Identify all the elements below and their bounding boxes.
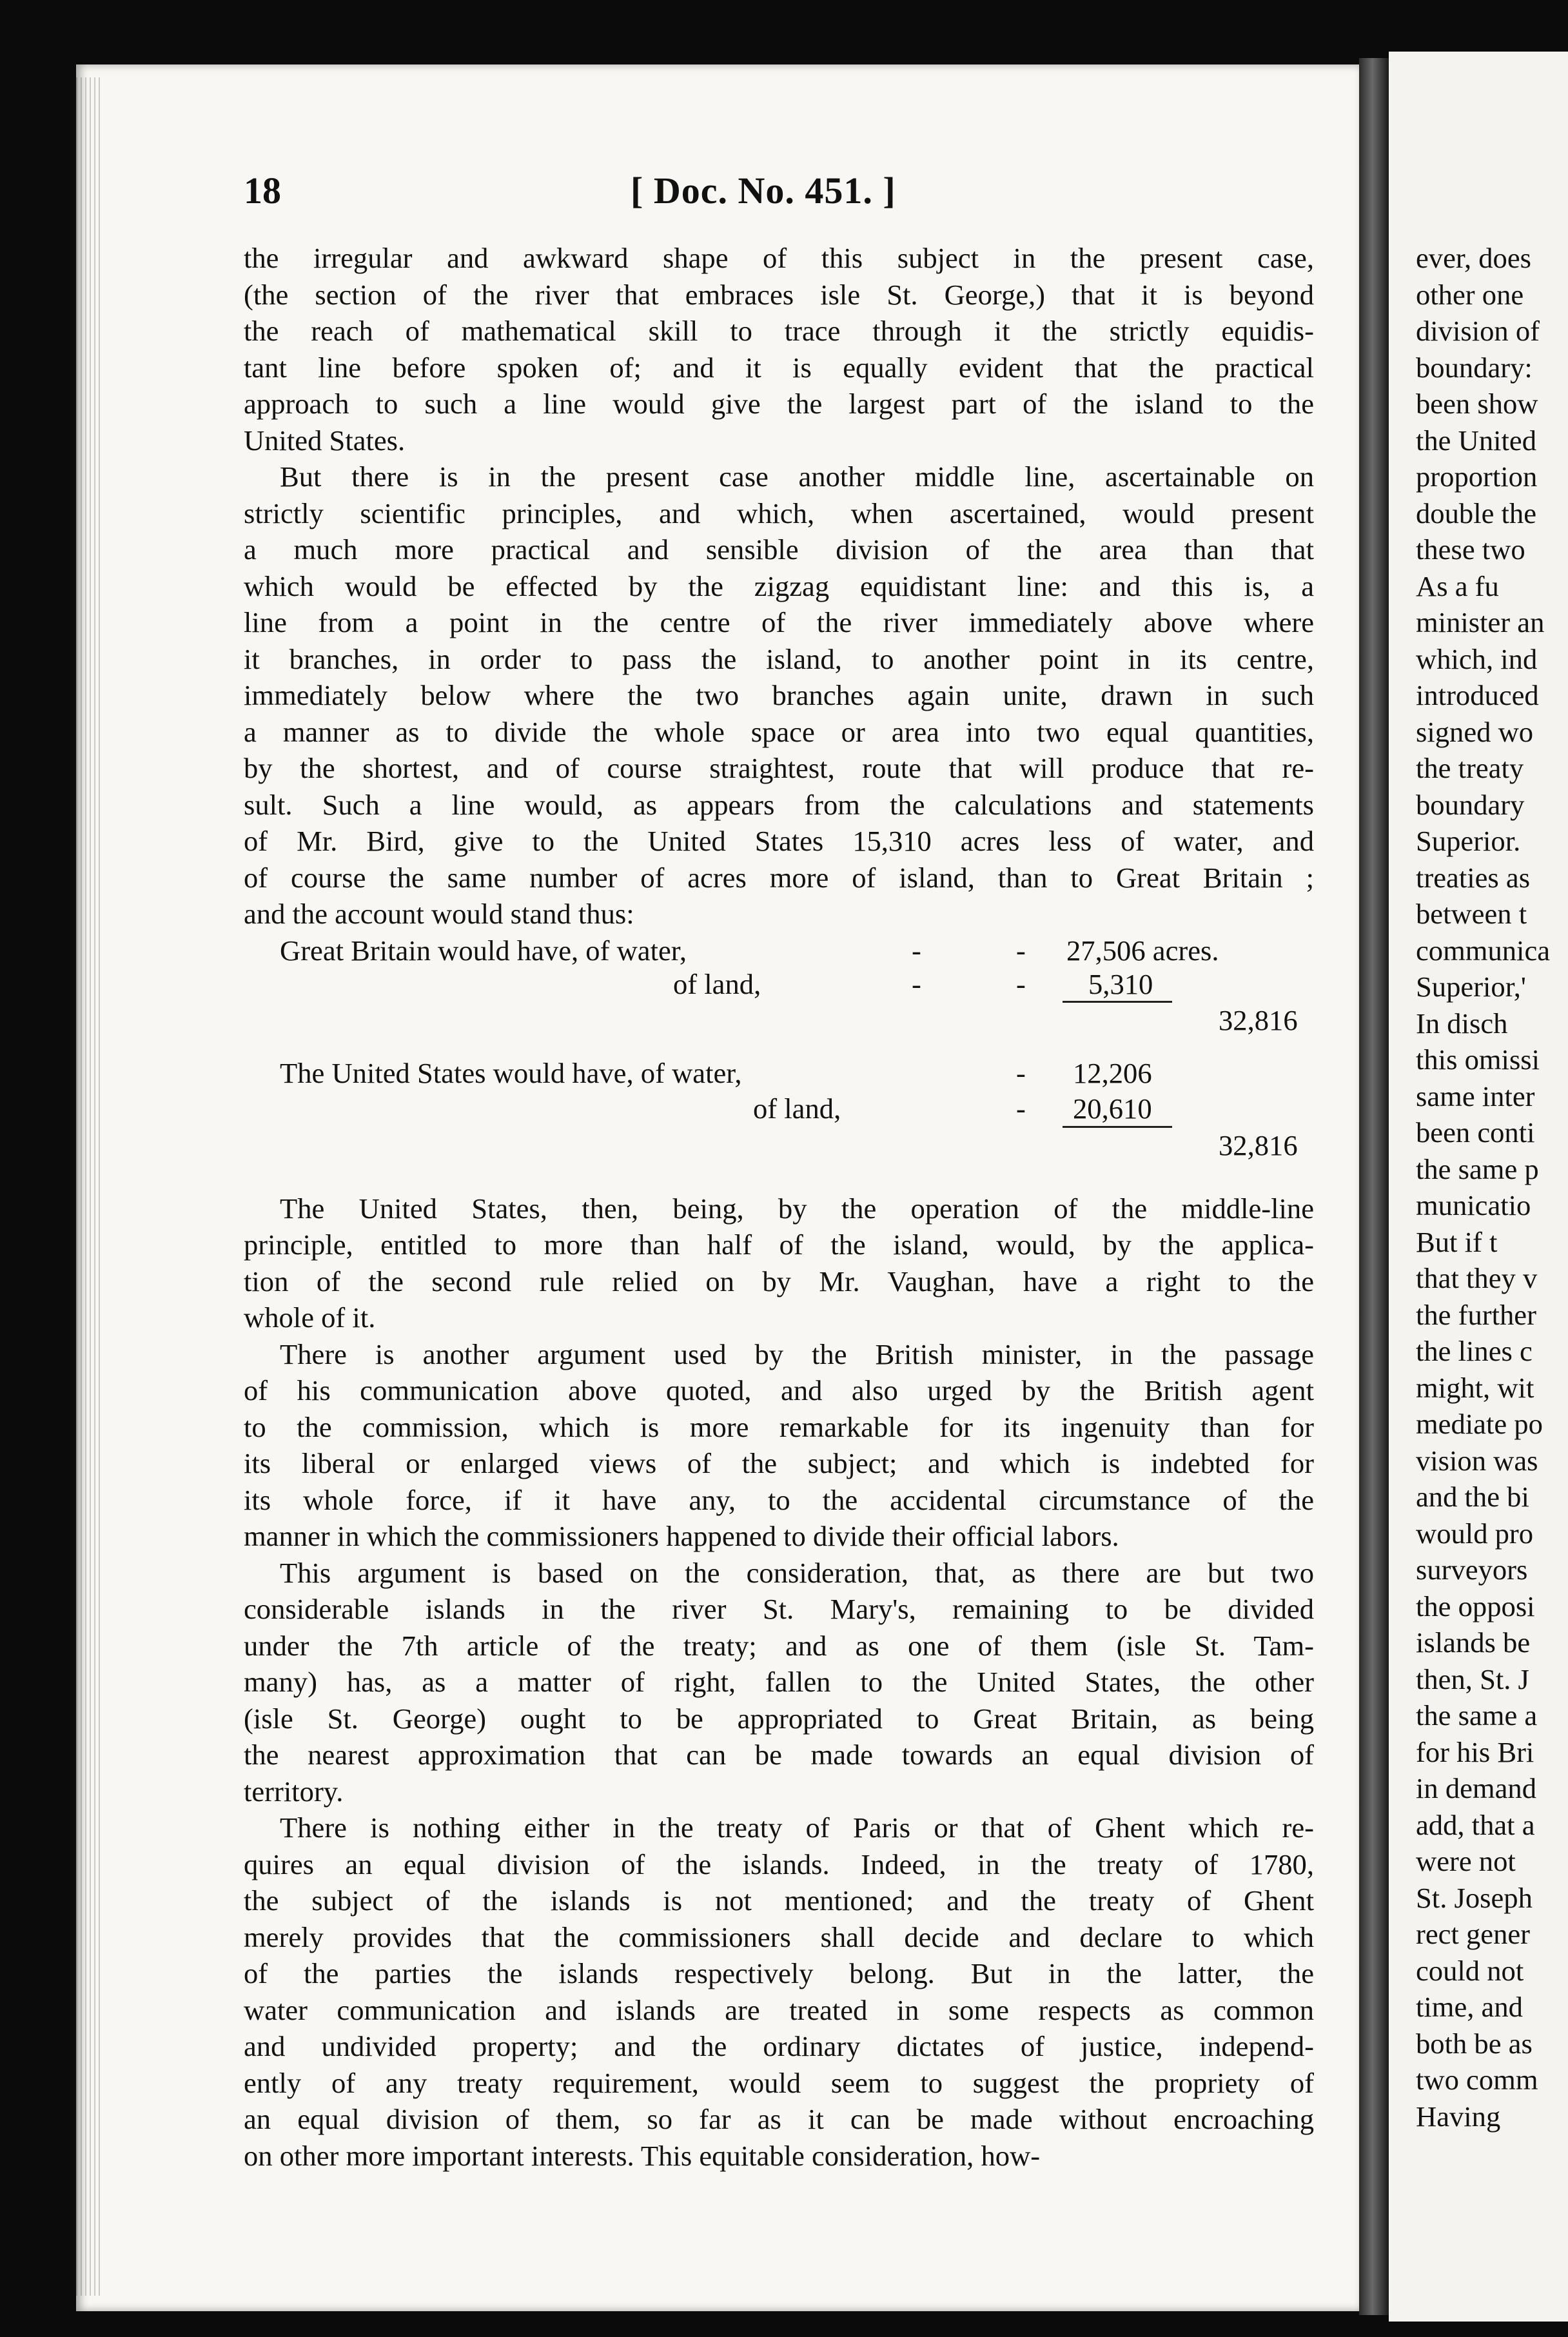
facing-page-line: surveyors [1416, 1553, 1528, 1586]
page-header [244, 169, 1340, 221]
text-line: quires an equal division of the islands. Indeed, in the treaty of 1780, [244, 1848, 1314, 1880]
text-line: whole of it. [244, 1301, 376, 1334]
text-line: its liberal or enlarged views of the subject; and which is indebted for [244, 1447, 1314, 1479]
dash: - [912, 934, 921, 967]
us-water-value: 12,206 [1073, 1056, 1152, 1089]
text-line: territory. [244, 1775, 344, 1808]
text-line: and the account would stand thus: [244, 898, 634, 930]
text-line: of Mr. Bird, give to the United States 15,310 acres less of water, and [244, 825, 1314, 857]
facing-page-line: the United [1416, 424, 1536, 457]
facing-page-line: Superior. [1416, 825, 1521, 857]
text-line: an equal division of them, so far as it can be made without encroaching [244, 2103, 1314, 2135]
facing-page-line: boundary [1416, 788, 1525, 821]
text-line: under the 7th article of the treaty; and as one of them (isle St. Tam- [244, 1629, 1314, 1662]
facing-page-line: But if t [1416, 1225, 1498, 1258]
dash: - [912, 967, 921, 1000]
page-edge-shading [76, 77, 102, 2296]
text-line: approach to such a line would give the largest part of the island to the [244, 388, 1314, 420]
text-line: There is nothing either in the treaty of Paris or that of Ghent which re- [280, 1811, 1314, 1844]
facing-page-line: ever, does [1416, 242, 1531, 274]
facing-page-line: proportion [1416, 460, 1538, 493]
facing-page-line: introduced [1416, 679, 1539, 711]
facing-page-line: were not [1416, 1845, 1516, 1877]
text-line: the nearest approximation that can be made towards an equal division of [244, 1739, 1314, 1771]
facing-page-line: and the bi [1416, 1481, 1529, 1513]
facing-page-line: communica [1416, 934, 1551, 967]
us-land-value: 20,610 [1073, 1092, 1152, 1125]
page-number: 18 [244, 170, 281, 212]
gb-water-label: Great Britain would have, of water, [280, 934, 687, 967]
text-line: tant line before spoken of; and it is equally evident that the practical [244, 351, 1314, 384]
gb-total: 32,816 [1219, 1003, 1298, 1036]
text-line: of his communication above quoted, and also urged by the British agent [244, 1374, 1314, 1406]
facing-page-line: could not [1416, 1954, 1524, 1987]
facing-page-line: islands be [1416, 1626, 1531, 1659]
facing-page-line: the same a [1416, 1699, 1538, 1731]
text-line: many) has, as a matter of right, fallen to the United States, the other [244, 1666, 1314, 1698]
text-line: sult. Such a line would, as appears from the calculations and statements [244, 788, 1314, 821]
sum-rule [1063, 1001, 1172, 1003]
facing-page-line: municatio [1416, 1189, 1531, 1221]
main-text-column [244, 240, 1314, 2174]
sum-rule [1063, 1126, 1172, 1128]
gb-land-value: 5,310 [1088, 967, 1153, 1000]
text-line: which would be effected by the zigzag equidistant line: and this is, a [244, 569, 1314, 602]
facing-page-line: in demand [1416, 1772, 1536, 1804]
facing-page-line: been show [1416, 388, 1538, 420]
facing-page-line: time, and [1416, 1991, 1523, 2023]
text-line: and undivided property; and the ordinary dictates of justice, independ- [244, 2030, 1314, 2062]
facing-page-line: Superior,' [1416, 971, 1526, 1003]
facing-page-line: would pro [1416, 1517, 1534, 1550]
facing-page-line: the same p [1416, 1152, 1539, 1185]
facing-page-line: division of [1416, 315, 1540, 347]
text-line: (the section of the river that embraces isle St. George,) that it is beyond [244, 278, 1314, 311]
text-line: on other more important interests. This equitable consideration, how- [244, 2139, 1041, 2172]
paragraphs-after-table [244, 1190, 1314, 2174]
gb-land-label: of land, [673, 967, 761, 1000]
facing-page-line: add, that a [1416, 1808, 1535, 1841]
text-line: the reach of mathematical skill to trace through it the strictly equidis- [244, 315, 1314, 347]
us-water-label: The United States would have, of water, [280, 1056, 742, 1089]
text-line: of the parties the islands respectively belong. But in the latter, the [244, 1957, 1314, 1989]
facing-page-text [1416, 240, 1568, 2135]
facing-page-line: both be as [1416, 2027, 1533, 2060]
book-gutter [1359, 58, 1389, 2315]
text-line: line from a point in the centre of the river immediately above where [244, 606, 1314, 638]
us-land-label: of land, [753, 1092, 841, 1125]
facing-page-line: two comm [1416, 2064, 1538, 2096]
text-line: considerable islands in the river St. Mary's, remaining to be divided [244, 1593, 1314, 1625]
text-line: to the commission, which is more remarkable for its ingenuity than for [244, 1410, 1314, 1443]
facing-page-line: the opposi [1416, 1590, 1535, 1622]
facing-page-line: might, wit [1416, 1371, 1534, 1404]
text-line: it branches, in order to pass the island, to another point in its centre, [244, 642, 1314, 675]
text-line: (isle St. George) ought to be appropriated to Great Britain, as being [244, 1702, 1314, 1735]
facing-page-line: boundary: [1416, 351, 1533, 384]
facing-page-line: vision was [1416, 1444, 1538, 1477]
us-total: 32,816 [1219, 1129, 1298, 1161]
text-line: principle, entitled to more than half of the island, would, by the applica- [244, 1228, 1314, 1261]
text-line: ently of any treaty requirement, would seem to suggest the propriety of [244, 2066, 1314, 2099]
dash: - [1016, 967, 1026, 1000]
text-line: of course the same number of acres more of island, than to Great Britain ; [244, 861, 1314, 894]
dash: - [1016, 1056, 1026, 1089]
facing-page-line: these two [1416, 533, 1525, 566]
facing-page-line: Having [1416, 2100, 1501, 2133]
text-line: merely provides that the commissioners shall decide and declare to which [244, 1920, 1314, 1953]
text-line: United States. [244, 424, 406, 457]
facing-page-line: signed wo [1416, 715, 1534, 748]
paragraphs-before-table [244, 240, 1314, 932]
facing-page-line: which, ind [1416, 642, 1538, 675]
gb-water-value: 27,506 acres. [1066, 934, 1219, 967]
text-line: tion of the second rule relied on by Mr. Vaughan, have a right to the [244, 1265, 1314, 1297]
text-line: strictly scientific principles, and which, when ascertained, would present [244, 497, 1314, 529]
facing-page-line: As a fu [1416, 569, 1499, 602]
facing-page-line: the treaty [1416, 752, 1524, 784]
facing-page-line: In disch [1416, 1007, 1508, 1040]
facing-page-line: then, St. J [1416, 1662, 1529, 1695]
text-line: a manner as to divide the whole space or area into two equal quantities, [244, 715, 1314, 748]
facing-page-line: between t [1416, 898, 1527, 930]
text-line: There is another argument used by the British minister, in the passage [280, 1337, 1314, 1370]
text-line: manner in which the commissioners happened to divide their official labors. [244, 1520, 1119, 1552]
facing-page-line: other one [1416, 278, 1524, 311]
facing-page-line: mediate po [1416, 1408, 1543, 1440]
text-line: a much more practical and sensible division of the area than that [244, 533, 1314, 566]
facing-page-line: that they v [1416, 1262, 1538, 1294]
text-line: the irregular and awkward shape of this subject in the present case, [244, 242, 1314, 274]
facing-page-line: minister an [1416, 606, 1545, 638]
facing-page-line: been conti [1416, 1116, 1535, 1149]
text-line: This argument is based on the consideration, that, as there are but two [280, 1556, 1314, 1589]
text-line: water communication and islands are treated in some respects as common [244, 1993, 1314, 2026]
dash: - [1016, 934, 1026, 967]
facing-page-line: this omissi [1416, 1043, 1540, 1076]
facing-page-line: double the [1416, 497, 1536, 529]
text-line: the subject of the islands is not mentioned; and the treaty of Ghent [244, 1884, 1314, 1917]
text-line: by the shortest, and of course straightest, route that will produce that re- [244, 752, 1314, 784]
text-line: But there is in the present case another middle line, ascertainable on [280, 460, 1314, 493]
facing-page-line: rect gener [1416, 1918, 1531, 1950]
dash: - [1016, 1092, 1026, 1125]
document-reference: [ Doc. No. 451. ] [631, 170, 896, 212]
facing-page-line: for his Bri [1416, 1735, 1534, 1768]
facing-page-line: treaties as [1416, 861, 1531, 894]
facing-page-line: the lines c [1416, 1335, 1533, 1367]
facing-page-line: the further [1416, 1298, 1536, 1331]
account-table [244, 932, 1314, 1190]
facing-page-line: same inter [1416, 1080, 1535, 1112]
text-line: its whole force, if it have any, to the accidental circumstance of the [244, 1483, 1314, 1516]
facing-page-line: St. Joseph [1416, 1881, 1533, 1914]
text-line: The United States, then, being, by the operation of the middle-line [280, 1192, 1314, 1225]
text-line: immediately below where the two branches again unite, drawn in such [244, 679, 1314, 711]
